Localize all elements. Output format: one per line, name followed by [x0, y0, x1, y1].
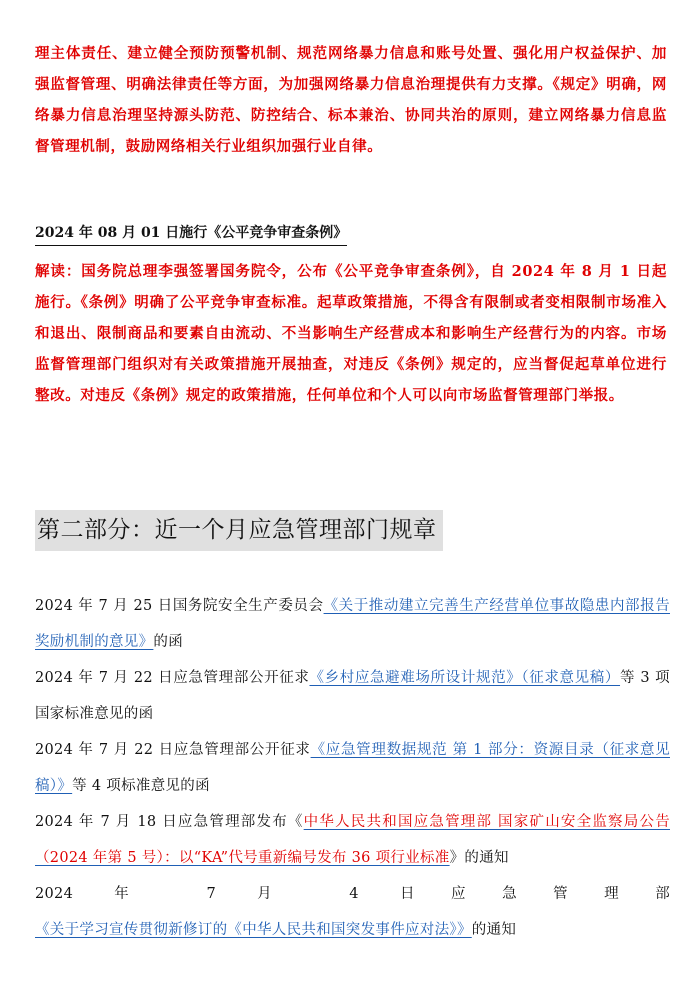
regulation-suffix: 的通知 [471, 922, 517, 938]
regulation-link[interactable]: 《关于推动建立完善生产经营单位事故隐患内部报告奖励机制的意见》 [35, 598, 670, 650]
regulation-link[interactable]: 《应急管理数据规范 第 1 部分：资源目录（征求意见稿）》 [35, 742, 670, 794]
regulation-suffix: 》的通知 [449, 850, 509, 866]
regulation-item [35, 804, 670, 876]
regulation-link[interactable]: 《乡村应急避难场所设计规范》（征求意见稿） [309, 670, 621, 686]
regulation-item [35, 588, 670, 660]
regulation-date-issuer: 2024 年 7 月 25 日国务院安全生产委员会 [35, 598, 324, 614]
regulation-date-issuer: 2024 年 7 月 22 日应急管理部公开征求 [35, 670, 310, 686]
regulation-suffix: 等 3 项国家标准意见的函 [35, 670, 670, 722]
interpretation-paragraph-continued: 理主体责任、建立健全预防预警机制、规范网络暴力信息和账号处置、强化用户权益保护、加强监督管理、明确法律责任等方面，为加强网络暴力信息治理提供有力支撑。《规定》明确，网络暴力信息治理坚持源头防范、防控结合、标本兼治、协同共治的原则，建立网络暴力信息监督管理机制，鼓励网络相关行业组织加强行业自律。 [35, 45, 667, 155]
regulation-link[interactable]: 中华人民共和国应急管理部 国家矿山安全监察局公告（2024 年第 5 号）：以“KA”代号重新编号发布 36 项行业标准 [35, 814, 670, 866]
section-title: 第二部分：近一个月应急管理部门规章 [35, 510, 443, 551]
regulation-item [35, 732, 670, 804]
regulation-list [35, 588, 670, 948]
regulation-link[interactable]: 《关于学习宣传贯彻新修订的《中华人民共和国突发事件应对法》》 [35, 922, 472, 938]
regulation-item [35, 660, 670, 732]
regulation-item [35, 876, 670, 948]
regulation-date-issuer: 2024 年 7 月 18 日应急管理部发布《 [35, 814, 304, 830]
regulation-date-issuer: 2024 年 7 月 4 日应急管理部 [35, 886, 670, 902]
regulation-date-issuer: 2024 年 7 月 22 日应急管理部公开征求 [35, 742, 311, 758]
regulation-suffix: 的函 [153, 634, 184, 650]
regulation-suffix: 等 4 项标准意见的函 [72, 778, 210, 794]
regulation-heading: 2024 年 08 月 01 日施行《公平竞争审查条例》 [35, 222, 347, 246]
interpretation-paragraph: 解读：国务院总理李强签署国务院令，公布《公平竞争审查条例》，自 2024 年 8 月 1 日起施行。《条例》明确了公平竞争审查标准。起草政策措施，不得含有限制或者变相限制市场准入和退出、限制商品和要素自由流动、不当影响生产经营成本和影响生产经营行为的内容。市场监督管理部门组织对有关政策措施开展抽查，对违反《条例》规定的，应当督促起草单位进行整改。对违反《条例》规定的政策措施，任何单位和个人可以向市场监督管理部门举报。 [35, 263, 667, 404]
